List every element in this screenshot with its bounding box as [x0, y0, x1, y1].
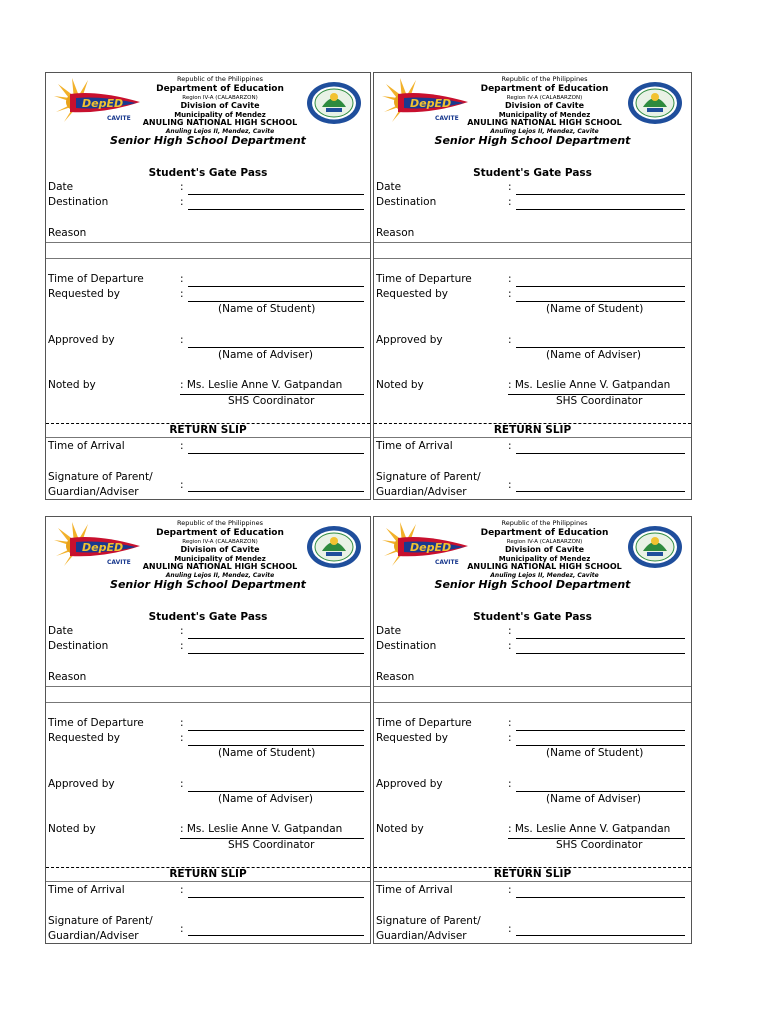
gate-pass-title: Student's Gate Pass [148, 611, 268, 623]
departure-field[interactable] [516, 730, 685, 731]
signature-colon: : [180, 923, 184, 935]
return-slip-title: RETURN SLIP [169, 424, 247, 436]
approved-field[interactable] [188, 347, 364, 348]
signature-label-line2: Guardian/Adviser [376, 486, 467, 498]
adviser-name-caption: (Name of Adviser) [546, 349, 642, 361]
signature-label-line2: Guardian/Adviser [376, 930, 467, 942]
gate-pass-top-right [373, 72, 692, 500]
return-slip-title: RETURN SLIP [493, 868, 572, 880]
pass-header [46, 517, 370, 577]
reason-line-2[interactable] [374, 702, 691, 703]
adviser-name-caption: (Name of Adviser) [218, 349, 314, 361]
svg-text:DepED: DepED [82, 97, 124, 110]
date-field[interactable] [516, 638, 685, 639]
approved-colon: : [180, 778, 184, 790]
requested-colon: : [180, 732, 184, 744]
svg-text:DepED: DepED [410, 97, 452, 110]
school-name: ANULING NATIONAL HIGH SCHOOL [142, 118, 298, 127]
arrival-field[interactable] [516, 453, 685, 454]
signature-label-line1: Signature of Parent/ [48, 471, 153, 483]
requested-label: Requested by [48, 732, 120, 744]
student-name-caption: (Name of Student) [546, 303, 644, 315]
signature-label-line1: Signature of Parent/ [376, 915, 481, 927]
coordinator-name: : Ms. Leslie Anne V. Gatpandan [508, 823, 671, 835]
date-label: Date [48, 625, 74, 637]
coordinator-caption: SHS Coordinator [556, 395, 643, 407]
coordinator-name: : Ms. Leslie Anne V. Gatpandan [180, 823, 343, 835]
destination-colon: : [180, 640, 184, 652]
signature-field[interactable] [188, 491, 364, 492]
arrival-field[interactable] [188, 897, 364, 898]
destination-field[interactable] [188, 653, 364, 654]
division-text: Division of Cavite [180, 101, 260, 110]
departure-field[interactable] [516, 286, 685, 287]
reason-line-2[interactable] [46, 258, 370, 259]
approved-label: Approved by [48, 778, 115, 790]
adviser-name-caption: (Name of Adviser) [218, 793, 314, 805]
approved-label: Approved by [376, 778, 443, 790]
reason-label: Reason [48, 671, 87, 683]
requested-colon: : [180, 288, 184, 300]
republic-text: Republic of the Philippines [501, 75, 588, 83]
school-name: ANULING NATIONAL HIGH SCHOOL [467, 562, 622, 571]
requested-field[interactable] [188, 301, 364, 302]
date-field[interactable] [188, 194, 364, 195]
reason-label: Reason [376, 671, 415, 683]
municipality-text: Municipality of Mendez [174, 554, 266, 563]
departure-colon: : [508, 273, 512, 285]
arrival-colon: : [180, 884, 184, 896]
reason-line-2[interactable] [46, 702, 370, 703]
departure-field[interactable] [188, 286, 364, 287]
adviser-name-caption: (Name of Adviser) [546, 793, 642, 805]
school-seal [627, 81, 683, 125]
arrival-colon: : [180, 440, 184, 452]
approved-field[interactable] [516, 791, 685, 792]
header-text [136, 519, 304, 580]
svg-text:DepED: DepED [82, 541, 124, 554]
return-slip-rule [46, 881, 370, 882]
gate-pass-title: Student's Gate Pass [473, 611, 592, 623]
deped-logo [52, 76, 144, 128]
date-colon: : [180, 625, 184, 637]
reason-line-2[interactable] [374, 258, 691, 259]
municipality-text: Municipality of Mendez [498, 554, 591, 563]
departure-colon: : [180, 717, 184, 729]
school-name: ANULING NATIONAL HIGH SCHOOL [142, 562, 298, 571]
date-field[interactable] [516, 194, 685, 195]
svg-text:CAVITE: CAVITE [435, 115, 459, 122]
noted-label: Noted by [376, 823, 424, 835]
requested-field[interactable] [516, 745, 685, 746]
coordinator-name: : Ms. Leslie Anne V. Gatpandan [508, 379, 671, 391]
signature-field[interactable] [188, 935, 364, 936]
approved-colon: : [508, 334, 512, 346]
return-slip-title: RETURN SLIP [493, 424, 572, 436]
school-seal [627, 525, 683, 569]
destination-label: Destination [48, 196, 109, 208]
pass-header [374, 73, 691, 133]
division-text: Division of Cavite [180, 545, 260, 554]
department-of-education-text: Department of Education [156, 83, 284, 94]
region-text: Region IV-A (CALABARZON) [506, 94, 583, 101]
reason-label: Reason [376, 227, 415, 239]
destination-label: Destination [376, 640, 437, 652]
return-slip-rule [46, 437, 370, 438]
date-label: Date [376, 181, 402, 193]
svg-text:CAVITE: CAVITE [107, 559, 131, 566]
division-text: Division of Cavite [504, 545, 585, 554]
svg-text:CAVITE: CAVITE [107, 115, 131, 122]
arrival-label: Time of Arrival [376, 884, 453, 896]
republic-text: Republic of the Philippines [177, 519, 263, 527]
reason-line-1[interactable] [374, 686, 691, 687]
departure-label: Time of Departure [376, 717, 472, 729]
school-seal [306, 81, 362, 125]
date-field[interactable] [188, 638, 364, 639]
municipality-text: Municipality of Mendez [498, 110, 591, 119]
school-address: Anuling Lejos II, Mendez, Cavite [490, 127, 599, 135]
approved-colon: : [508, 778, 512, 790]
destination-label: Destination [48, 640, 109, 652]
arrival-colon: : [508, 884, 512, 896]
requested-label: Requested by [376, 732, 448, 744]
signature-label-line1: Signature of Parent/ [376, 471, 481, 483]
reason-line-1[interactable] [374, 242, 691, 243]
coordinator-caption: SHS Coordinator [228, 839, 315, 851]
school-address: Anuling Lejos II, Mendez, Cavite [165, 571, 275, 579]
signature-field[interactable] [516, 935, 685, 936]
department-of-education-text: Department of Education [156, 527, 284, 538]
department-of-education-text: Department of Education [480, 83, 609, 94]
pass-header [374, 517, 691, 577]
department-title: Senior High School Department [110, 578, 306, 591]
header-text [464, 75, 625, 136]
school-address: Anuling Lejos II, Mendez, Cavite [490, 571, 599, 579]
arrival-field[interactable] [188, 453, 364, 454]
requested-field[interactable] [516, 301, 685, 302]
signature-label-line1: Signature of Parent/ [48, 915, 153, 927]
gate-pass-top-left [45, 72, 371, 500]
noted-label: Noted by [48, 823, 96, 835]
departure-label: Time of Departure [48, 717, 144, 729]
destination-colon: : [508, 640, 512, 652]
deped-logo [380, 76, 472, 128]
region-text: Region IV-A (CALABARZON) [182, 94, 258, 101]
svg-text:CAVITE: CAVITE [435, 559, 459, 566]
student-name-caption: (Name of Student) [218, 747, 316, 759]
departure-colon: : [180, 273, 184, 285]
approved-label: Approved by [376, 334, 443, 346]
date-colon: : [508, 625, 512, 637]
region-text: Region IV-A (CALABARZON) [182, 538, 258, 545]
destination-field[interactable] [516, 209, 685, 210]
return-slip-rule [374, 437, 691, 438]
deped-logo [380, 520, 472, 572]
gate-pass-title: Student's Gate Pass [148, 167, 268, 179]
gate-pass-title: Student's Gate Pass [473, 167, 592, 179]
approved-field[interactable] [188, 791, 364, 792]
requested-label: Requested by [376, 288, 448, 300]
requested-label: Requested by [48, 288, 120, 300]
header-text [464, 519, 625, 580]
coordinator-name: : Ms. Leslie Anne V. Gatpandan [180, 379, 343, 391]
svg-text:DepED: DepED [410, 541, 452, 554]
requested-colon: : [508, 288, 512, 300]
date-label: Date [48, 181, 74, 193]
header-text [136, 75, 304, 136]
reason-line-1[interactable] [46, 242, 370, 243]
signature-field[interactable] [516, 491, 685, 492]
destination-colon: : [508, 196, 512, 208]
division-text: Division of Cavite [504, 101, 585, 110]
department-of-education-text: Department of Education [480, 527, 609, 538]
republic-text: Republic of the Philippines [501, 519, 588, 527]
republic-text: Republic of the Philippines [177, 75, 263, 83]
noted-label: Noted by [376, 379, 424, 391]
approved-field[interactable] [516, 347, 685, 348]
gate-pass-bottom-right [373, 516, 692, 944]
destination-field[interactable] [516, 653, 685, 654]
signature-colon: : [508, 923, 512, 935]
requested-field[interactable] [188, 745, 364, 746]
department-title: Senior High School Department [434, 134, 631, 147]
requested-colon: : [508, 732, 512, 744]
municipality-text: Municipality of Mendez [174, 110, 266, 119]
reason-line-1[interactable] [46, 686, 370, 687]
coordinator-caption: SHS Coordinator [556, 839, 643, 851]
approved-label: Approved by [48, 334, 115, 346]
department-title: Senior High School Department [110, 134, 306, 147]
department-title: Senior High School Department [434, 578, 631, 591]
student-name-caption: (Name of Student) [546, 747, 644, 759]
signature-label-line2: Guardian/Adviser [48, 930, 139, 942]
signature-colon: : [180, 479, 184, 491]
departure-label: Time of Departure [48, 273, 144, 285]
arrival-label: Time of Arrival [376, 440, 453, 452]
destination-field[interactable] [188, 209, 364, 210]
signature-label-line2: Guardian/Adviser [48, 486, 139, 498]
departure-colon: : [508, 717, 512, 729]
arrival-field[interactable] [516, 897, 685, 898]
gate-pass-bottom-left [45, 516, 371, 944]
coordinator-caption: SHS Coordinator [228, 395, 315, 407]
region-text: Region IV-A (CALABARZON) [506, 538, 583, 545]
school-address: Anuling Lejos II, Mendez, Cavite [165, 127, 275, 135]
student-name-caption: (Name of Student) [218, 303, 316, 315]
signature-colon: : [508, 479, 512, 491]
date-colon: : [508, 181, 512, 193]
departure-field[interactable] [188, 730, 364, 731]
destination-label: Destination [376, 196, 437, 208]
school-seal [306, 525, 362, 569]
arrival-label: Time of Arrival [48, 440, 125, 452]
return-slip-title: RETURN SLIP [169, 868, 247, 880]
school-name: ANULING NATIONAL HIGH SCHOOL [467, 118, 622, 127]
deped-logo [52, 520, 144, 572]
date-colon: : [180, 181, 184, 193]
reason-label: Reason [48, 227, 87, 239]
arrival-label: Time of Arrival [48, 884, 125, 896]
date-label: Date [376, 625, 402, 637]
destination-colon: : [180, 196, 184, 208]
departure-label: Time of Departure [376, 273, 472, 285]
arrival-colon: : [508, 440, 512, 452]
return-slip-rule [374, 881, 691, 882]
pass-header [46, 73, 370, 133]
noted-label: Noted by [48, 379, 96, 391]
approved-colon: : [180, 334, 184, 346]
